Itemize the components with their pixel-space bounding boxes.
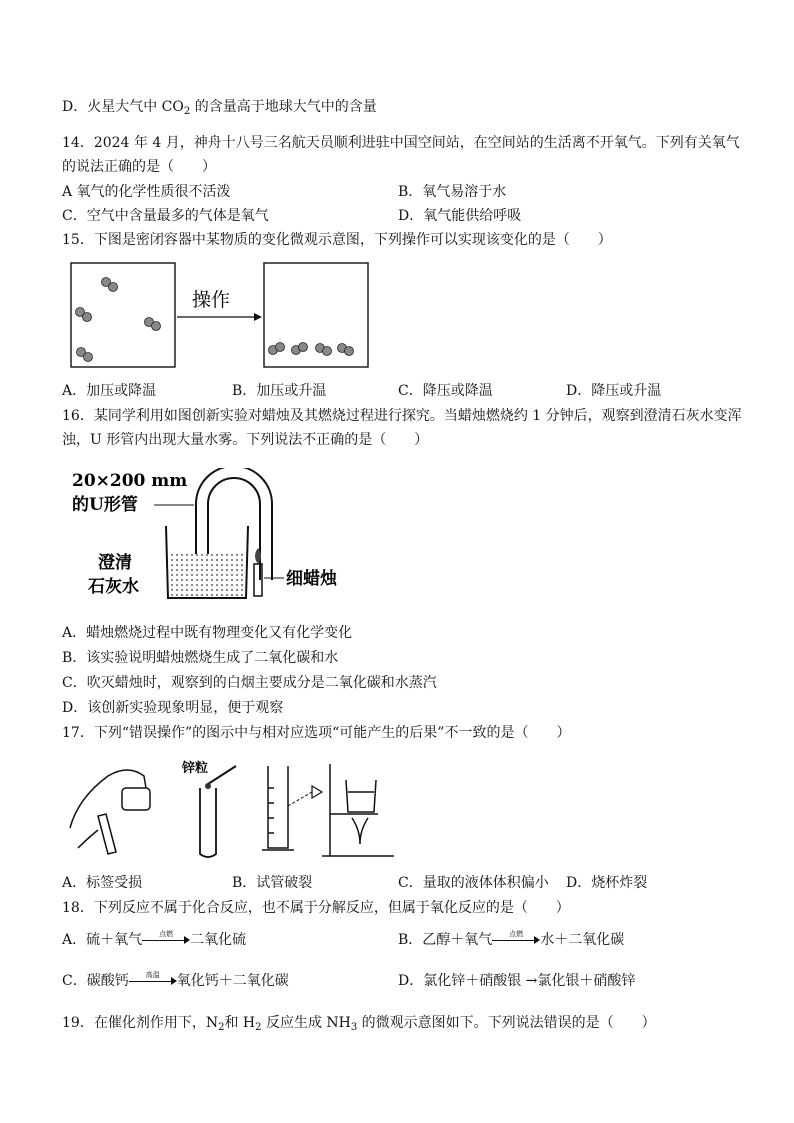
molecules-after bbox=[269, 343, 354, 356]
q14-option-d: D．氧气能供给呼吸 bbox=[398, 208, 522, 224]
q16-option-c: C．吹灭蜡烛时，观察到的白烟主要成分是二氧化碳和水蒸汽 bbox=[62, 675, 437, 691]
q14-option-a: A 氧气的化学性质很不活泼 bbox=[62, 184, 231, 200]
reaction-condition: 高温 bbox=[145, 971, 160, 979]
q16-option-b: B．该实验说明蜡烛燃烧生成了二氧化碳和水 bbox=[62, 650, 339, 666]
q14-option-b: B．氧气易溶于水 bbox=[398, 184, 507, 200]
q15-option-d: D．降压或升温 bbox=[566, 383, 662, 399]
q18-option-a-products: 二氧化硫 bbox=[190, 932, 247, 948]
q14-option-c: C．空气中含量最多的气体是氧气 bbox=[62, 208, 269, 224]
measuring-cylinder bbox=[262, 766, 294, 850]
q17-figure bbox=[68, 758, 398, 864]
q14-stem-line1: 14．2024 年 4 月，神舟十八号三名航天员顺利进驻中国空间站，在空间站的生活离不开氧气。下列有关氧气 bbox=[62, 135, 740, 151]
q18-option-b-products: 水＋二氧化碳 bbox=[540, 932, 625, 948]
q18-option-b-reactants: B．乙醇＋氧气 bbox=[398, 932, 493, 948]
q19-text: 和 H bbox=[224, 1015, 256, 1031]
heating-beaker-stand bbox=[322, 764, 394, 856]
q17-option-c: C．量取的液体体积偏小 bbox=[398, 875, 549, 891]
test-tube bbox=[200, 788, 216, 857]
q16-figure bbox=[70, 468, 370, 608]
q15-stem: 15．下图是密闭容器中某物质的变化微观示意图，下列操作可以实现该变化的是（ ） bbox=[62, 232, 612, 248]
q19-text: 反应生成 NH bbox=[261, 1015, 351, 1031]
q14-stem-line2: 的说法正确的是（ ） bbox=[62, 159, 216, 175]
q18-option-a bbox=[62, 931, 246, 949]
q19-stem bbox=[62, 1014, 656, 1032]
subscript: 2 bbox=[218, 1022, 225, 1033]
molecules-before bbox=[76, 278, 161, 362]
q18-option-d: D．氯化锌＋硝酸银 →氯化银＋硝酸锌 bbox=[398, 973, 636, 989]
q15-option-b: B．加压或升温 bbox=[232, 383, 327, 399]
q16-option-a: A．蜡烛燃烧过程中既有物理变化又有化学变化 bbox=[62, 625, 353, 641]
subscript: 3 bbox=[350, 1022, 358, 1033]
reaction-arrow-icon bbox=[129, 972, 177, 990]
candle-label: 细蜡烛 bbox=[286, 569, 337, 589]
reaction-condition: 点燃 bbox=[159, 930, 174, 938]
q19-text: 19．在催化剂作用下，N bbox=[62, 1015, 219, 1031]
q16-stem-line1: 16．某同学利用如图创新实验对蜡烛及其燃烧过程进行探究。当蜡烛燃烧约 1 分钟后，观察到澄清石灰水变浑 bbox=[62, 408, 742, 424]
sight-line bbox=[288, 792, 312, 806]
q15-option-c: C．降压或降温 bbox=[398, 383, 493, 399]
q15-option-a: A．加压或降温 bbox=[62, 383, 157, 399]
q13-option-d-text: D．火星大气中 CO bbox=[62, 99, 184, 115]
q17-option-b: B．试管破裂 bbox=[232, 875, 313, 891]
tube-size-label: 20×200 mm bbox=[72, 471, 188, 491]
q18-option-a-reactants: A．硫＋氧气 bbox=[62, 932, 143, 948]
reaction-arrow-icon bbox=[142, 931, 190, 949]
zinc-label: 锌粒 bbox=[182, 761, 209, 776]
limewater bbox=[169, 554, 245, 597]
arrow-head-icon bbox=[254, 313, 262, 321]
q17-option-a: A．标签受损 bbox=[62, 875, 143, 891]
q17-stem: 17．下列“错误操作”的图示中与相对应选项“可能产生的后果”不一致的是（ ） bbox=[62, 725, 571, 741]
reaction-condition: 点燃 bbox=[509, 930, 524, 938]
q19-text: 的微观示意图如下。下列说法错误的是（ ） bbox=[357, 1015, 656, 1031]
q18-option-c-reactants: C．碳酸钙 bbox=[62, 973, 129, 989]
u-tube-label: 的U形管 bbox=[72, 495, 138, 515]
q17-option-d: D．烧杯炸裂 bbox=[566, 875, 648, 891]
limewater-label-2: 石灰水 bbox=[88, 577, 139, 597]
q18-option-c bbox=[62, 972, 289, 990]
pouring-liquid-illustration bbox=[70, 770, 150, 854]
subscript: 2 bbox=[255, 1022, 262, 1033]
zinc-granule bbox=[205, 783, 211, 789]
reaction-arrow-icon bbox=[492, 931, 540, 949]
limewater-label-1: 澄清 bbox=[98, 553, 132, 573]
q16-stem-line2: 浊，U 形管内出现大量水雾。下列说法不正确的是（ ） bbox=[62, 432, 429, 448]
q13-option-d-text2: 的含量高于地球大气中的含量 bbox=[190, 99, 377, 115]
q16-option-d: D．该创新实验现象明显，便于观察 bbox=[62, 700, 284, 716]
eye-icon bbox=[312, 786, 322, 798]
tweezers bbox=[208, 766, 236, 784]
q18-option-b bbox=[398, 931, 624, 949]
q13-option-d bbox=[62, 98, 377, 116]
q15-figure bbox=[70, 262, 372, 370]
q15-figure-label: 操作 bbox=[192, 290, 231, 311]
q18-stem: 18．下列反应不属于化合反应，也不属于分解反应，但属于氧化反应的是（ ） bbox=[62, 900, 570, 916]
subscript: 2 bbox=[183, 106, 191, 117]
q18-option-c-products: 氧化钙＋二氧化碳 bbox=[176, 973, 289, 989]
